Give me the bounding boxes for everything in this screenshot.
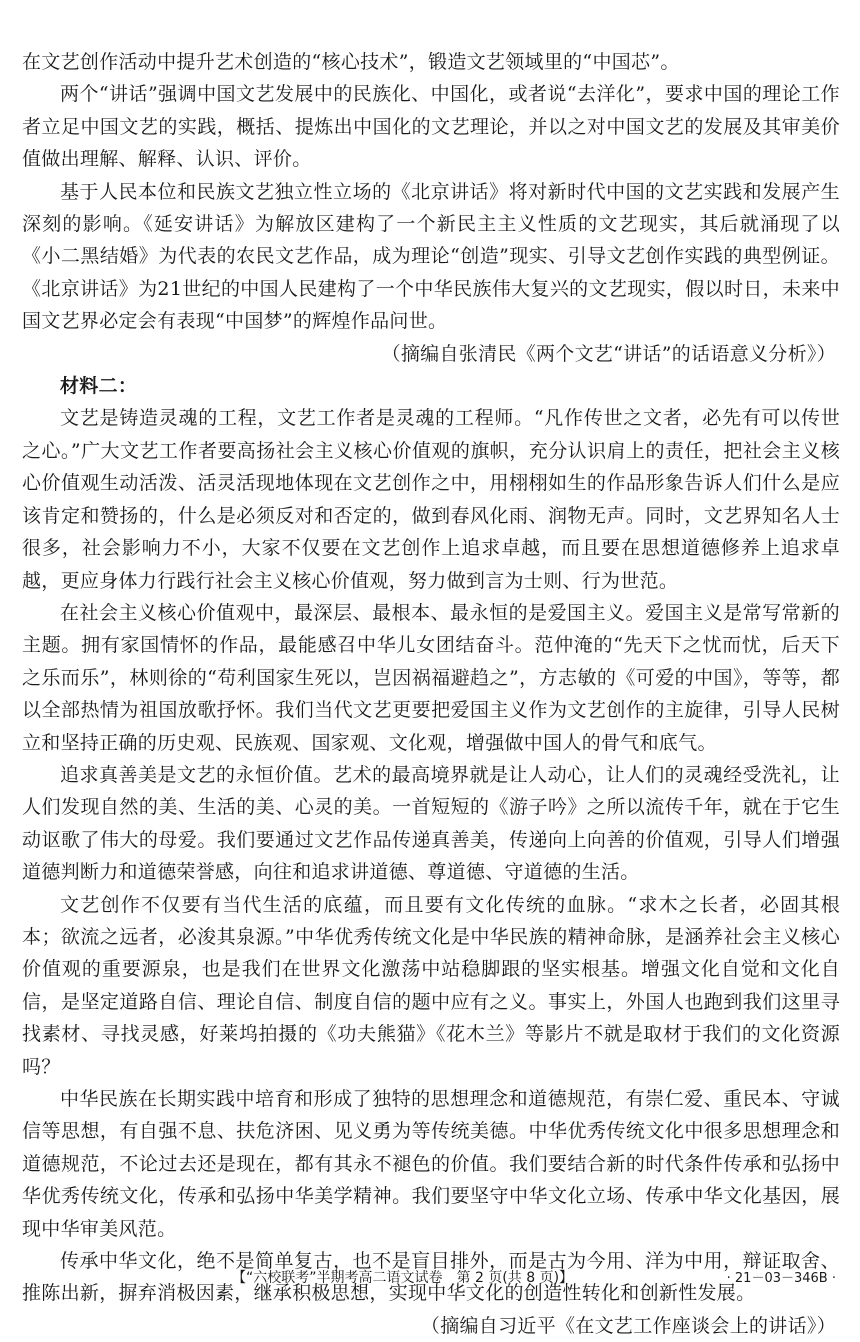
- body-paragraph: 基于人民本位和民族文艺独立性立场的《北京讲话》将对新时代中国的文艺实践和发展产生深刻的影响。《延安讲话》为解放区建构了一个新民主主义性质的文艺现实，其后就涌现了以《小二黑结婚》为代表的农民文艺作品，成为理论“创造”现实、引导文艺创作实践的典型例证。《北京讲话》为21世纪的中国人民建构了一个中华民族伟大复兴的文艺现实，假以时日，未来中国文艺界必定会有表现“中国梦”的辉煌作品问世。: [22, 180, 840, 333]
- body-paragraph: 文艺是铸造灵魂的工程，文艺工作者是灵魂的工程师。“凡作传世之文者，必先有可以传世之心。”广大文艺工作者要高扬社会主义核心价值观的旗帜，充分认识肩上的责任，把社会主义核心价值观生动活泼、活灵活现地体现在文艺创作之中，用栩栩如生的作品形象告诉人们什么是应该肯定和赞扬的，什么是必须反对和否定的，做到春风化雨、润物无声。同时，文艺界知名人士很多，社会影响力不小，大家不仅要在文艺创作上追求卓越，而且要在思想道德修养上追求卓越，更应身体力行践行社会主义核心价值观，努力做到言为士则、行为世范。: [22, 407, 840, 592]
- body-paragraph: 追求真善美是文艺的永恒价值。艺术的最高境界就是让人动心，让人们的灵魂经受洗礼，让人们发现自然的美、生活的美、心灵的美。一首短短的《游子吟》之所以流传千年，就在于它生动讴歌了伟大的母爱。我们要通过文艺作品传递真善美，传递向上向善的价值观，引导人们增强道德判断力和道德荣誉感，向往和追求讲道德、尊道德、守道德的生活。: [22, 763, 840, 884]
- body-paragraph: 文艺创作不仅要有当代生活的底蕴，而且要有文化传统的血脉。“求木之长者，必固其根本；欲流之远者，必浚其泉源。”中华优秀传统文化是中华民族的精神命脉，是涵养社会主义核心价值观的重要源泉，也是我们在世界文化激荡中站稳脚跟的坚实根基。增强文化自觉和文化自信，是坚定道路自信、理论自信、制度自信的题中应有之义。事实上，外国人也跑到我们这里寻找素材、寻找灵感，好莱坞拍摄的《功夫熊猫》《花木兰》等影片不就是取材于我们的文化资源吗？: [22, 893, 840, 1078]
- body-paragraph: 中华民族在长期实践中培育和形成了独特的思想理念和道德规范，有崇仁爱、重民本、守诚信等思想，有自强不息、扶危济困、见义勇为等传统美德。中华优秀传统文化中很多思想理念和道德规范，不论过去还是现在，都有其永不褪色的价值。我们要结合新的时代条件传承和弘扬中华优秀传统文化，传承和弘扬中华美学精神。我们要坚守中华文化立场、传承中华文化基因，展现中华审美风范。: [22, 1088, 840, 1240]
- page-footer: [0, 1264, 860, 1288]
- footer-label: 【“六校联考”半期考高二语文试卷 第 2 页(共 8 页)】: [232, 1270, 574, 1286]
- footer-code: · 21－03－346B ·: [726, 1271, 836, 1286]
- section-heading: 材料二：: [60, 375, 138, 398]
- body-paragraph: 两个“讲话”强调中国文艺发展中的民族化、中国化，或者说“去洋化”，要求中国的理论工作者立足中国文艺的实践，概括、提炼出中国化的文艺理论，并以之对中国文艺的发展及其审美价值做出理解、解释、认识、评价。: [22, 83, 840, 171]
- body-paragraph: 传承中华文化，绝不是简单复古，也不是盲目排外，而是古为今用、洋为中用，辩证取舍、推陈出新，摒弃消极因素，继承积极思想，实现中华文化的创造性转化和创新性发展。: [22, 1250, 840, 1305]
- body-paragraph: 在社会主义核心价值观中，最深层、最根本、最永恒的是爱国主义。爱国主义是常写常新的主题。拥有家国情怀的作品，最能感召中华儿女团结奋斗。范仲淹的“先天下之忧而忧，后天下之乐而乐”，林则徐的“苟利国家生死以，岂因祸福避趋之”，方志敏的《可爱的中国》，等等，都以全部热情为祖国放歌抒怀。我们当代文艺更要把爱国主义作为文艺创作的主旋律，引导人民树立和坚持正确的历史观、民族观、国家观、文化观，增强做中国人的骨气和底气。: [22, 601, 840, 754]
- body-paragraph: 在文艺创作活动中提升艺术创造的“核心技术”，锻造文艺领域里的“中国芯”。: [22, 51, 680, 73]
- source-citation: （摘编自习近平《在文艺工作座谈会上的讲话》）: [420, 1314, 836, 1337]
- source-citation: （摘编自张清民《两个文艺“讲话”的话语意义分析》）: [381, 342, 836, 365]
- document-body: [22, 46, 840, 1342]
